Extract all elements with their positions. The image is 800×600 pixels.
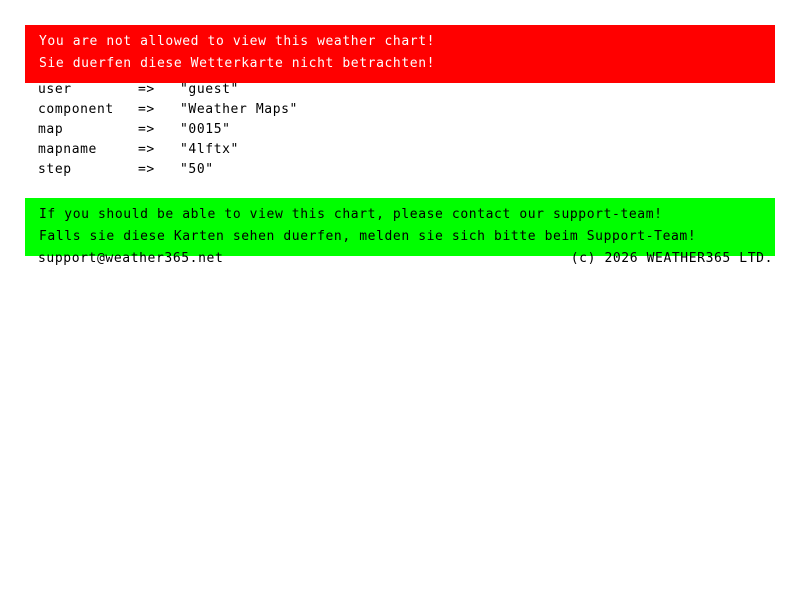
error-message-de: Sie duerfen diese Wetterkarte nicht betrachten!: [39, 56, 436, 71]
table-row: [38, 140, 298, 160]
param-key: user: [38, 82, 72, 97]
error-message-en: You are not allowed to view this weather chart!: [39, 34, 436, 49]
permission-error-banner: [25, 25, 775, 83]
support-email-link[interactable]: support@weather365.net: [38, 251, 224, 266]
copyright-notice: (c) 2026 WEATHER365 LTD.: [570, 251, 773, 266]
param-value: "4lftx": [180, 142, 239, 157]
table-row: [38, 80, 298, 100]
param-key: mapname: [38, 142, 97, 157]
param-arrow: =>: [138, 122, 155, 137]
param-arrow: =>: [138, 162, 155, 177]
table-row: [38, 160, 298, 180]
support-info-banner: [25, 198, 775, 256]
param-arrow: =>: [138, 82, 155, 97]
param-arrow: =>: [138, 142, 155, 157]
page-footer: [38, 251, 773, 266]
param-value: "Weather Maps": [180, 102, 298, 117]
param-value: "guest": [180, 82, 239, 97]
param-arrow: =>: [138, 102, 155, 117]
param-key: step: [38, 162, 72, 177]
table-row: [38, 120, 298, 140]
param-key: map: [38, 122, 64, 137]
support-message-en: If you should be able to view this chart, please contact our support-team!: [39, 207, 663, 222]
param-value: "0015": [180, 122, 231, 137]
support-message-de: Falls sie diese Karten sehen duerfen, melden sie sich bitte beim Support-Team!: [39, 229, 697, 244]
request-parameters-table: [38, 80, 298, 180]
table-row: [38, 100, 298, 120]
param-key: component: [38, 102, 114, 117]
param-value: "50": [180, 162, 214, 177]
